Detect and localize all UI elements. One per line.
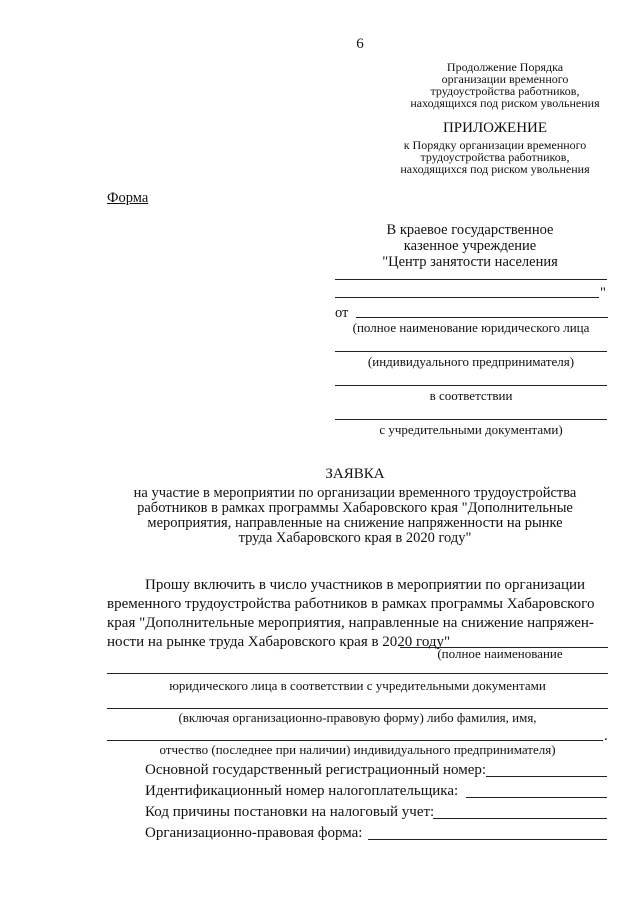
application-subtitle: труда Хабаровского края в 2020 году" — [238, 530, 472, 546]
inn-label: Идентификационный номер налогоплательщика: — [145, 783, 459, 799]
application-subtitle: на участие в мероприятии по организации временного трудоустройства — [133, 485, 577, 501]
appendix-line: к Порядку организации временного — [403, 138, 587, 152]
appendix-header — [385, 120, 605, 175]
ogrn-label: Основной государственный регистрационный номер: — [145, 762, 487, 778]
addressee-blank-line[interactable] — [335, 279, 607, 280]
hint-full-name: (полное наименование — [437, 646, 563, 661]
org-name-blank-line[interactable] — [107, 673, 608, 674]
opf-field[interactable] — [368, 839, 607, 840]
continuation-line: трудоустройства работников, — [430, 84, 580, 98]
body-line: края "Дополнительные мероприятия, направленные на снижение напряжен- — [107, 615, 594, 631]
body-line: временного трудоустройства работников в рамках программы Хабаровского — [107, 596, 595, 612]
continuation-header — [400, 61, 610, 109]
hint-patronymic: отчество (последнее при наличии) индивидуального предпринимателя) — [159, 742, 556, 757]
application-title: ЗАЯВКА — [325, 466, 385, 482]
addressee-line: казенное учреждение — [403, 238, 537, 254]
continuation-line: организации временного — [441, 72, 569, 86]
ogrn-field[interactable] — [486, 776, 607, 777]
hint-org-form: (включая организационно-правовую форму) либо фамилия, имя, — [178, 710, 537, 725]
addressee-blank-line[interactable] — [335, 297, 599, 298]
application-subtitle: работников в рамках программы Хабаровского края "Дополнительные — [137, 500, 573, 516]
org-name-blank-line[interactable] — [107, 708, 608, 709]
body-line: Прошу включить в число участников в мероприятии по организации — [145, 577, 586, 593]
addressee-block — [350, 222, 590, 270]
opf-label: Организационно-правовая форма: — [145, 825, 363, 841]
addressee-line: "Центр занятости населения — [382, 254, 558, 270]
hint-in-accordance: в соответствии — [429, 388, 513, 403]
page-number: 6 — [356, 36, 364, 52]
appendix-title: ПРИЛОЖЕНИЕ — [442, 120, 548, 136]
hint-legal-entity: юридического лица в соответствии с учредительными документами — [169, 678, 546, 693]
hint-entrepreneur: (индивидуального предпринимателя) — [367, 354, 575, 369]
application-header — [100, 466, 610, 546]
addressee-blank-line[interactable] — [335, 385, 607, 386]
period: . — [604, 728, 608, 744]
kpp-label: Код причины постановки на налоговый учет: — [145, 804, 435, 820]
addressee-blank-line[interactable] — [335, 351, 607, 352]
org-name-blank-line[interactable] — [107, 740, 603, 741]
from-label: от — [335, 305, 349, 321]
close-quote: " — [600, 285, 606, 301]
application-subtitle: мероприятия, направленные на снижение напряженности на рынке — [147, 515, 563, 531]
hint-full-name-legal: (полное наименование юридического лица — [352, 320, 590, 335]
addressee-blank-line[interactable] — [335, 419, 607, 420]
inn-field[interactable] — [466, 797, 607, 798]
kpp-field[interactable] — [433, 818, 607, 819]
continuation-line: Продолжение Порядка — [446, 60, 564, 74]
continuation-line: находящихся под риском увольнения — [410, 96, 600, 110]
from-blank-line[interactable] — [356, 317, 608, 318]
appendix-line: трудоустройства работников, — [420, 150, 570, 164]
appendix-line: находящихся под риском увольнения — [400, 162, 590, 176]
addressee-line: В краевое государственное — [386, 222, 554, 238]
form-label: Форма — [107, 190, 149, 206]
hint-founding-docs: с учредительными документами) — [379, 422, 563, 437]
body-line: ности на рынке труда Хабаровского края в 2020 году" — [107, 634, 451, 650]
